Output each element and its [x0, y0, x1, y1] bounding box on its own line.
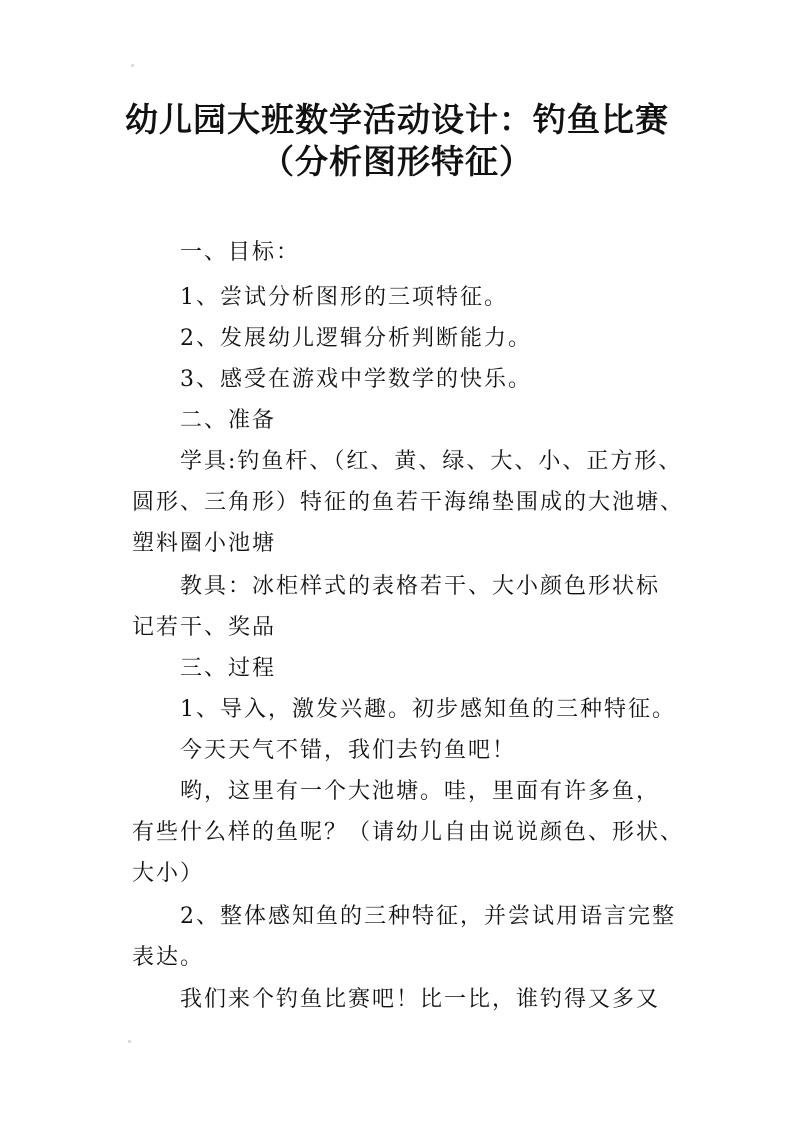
document-title-line1: 幼儿园大班数学活动设计：钓鱼比赛 — [125, 100, 669, 139]
paragraph-line: 有些什么样的鱼呢？（请幼儿自由说说颜色、形状、 — [132, 820, 685, 845]
goal-item-3: 3、感受在游戏中学数学的快乐。 — [180, 367, 532, 392]
goal-item-2: 2、发展幼儿逻辑分析判断能力。 — [180, 326, 532, 351]
paragraph-line: 1、导入，激发兴趣。初步感知鱼的三种特征。 — [180, 697, 676, 722]
paragraph-line: 今天天气不错，我们去钓鱼吧！ — [180, 738, 517, 763]
paragraph-line: 哟，这里有一个大池塘。哇，里面有许多鱼， — [180, 779, 661, 804]
paragraph-line: 我们来个钓鱼比赛吧！比一比，谁钓得又多又 — [180, 987, 661, 1012]
paragraph-line: 圆形、三角形）特征的鱼若干海绵垫围成的大池塘、 — [132, 490, 685, 515]
document-title-line2: （分析图形特征） — [261, 142, 533, 181]
paragraph-line: 大小） — [132, 861, 205, 886]
section-heading-preparation: 二、准备 — [180, 408, 277, 433]
goal-item-1: 1、尝试分析图形的三项特征。 — [180, 285, 508, 310]
paragraph-line: 学具:钓鱼杆、（红、黄、绿、大、小、正方形、 — [180, 449, 683, 474]
scan-speck — [131, 64, 134, 67]
paragraph-line: 表达。 — [132, 945, 205, 970]
paragraph-line: 记若干、奖品 — [132, 615, 277, 640]
scan-speck — [128, 1040, 131, 1043]
paragraph-line: 塑料圈小池塘 — [132, 531, 277, 556]
paragraph-line: 教具：冰柜样式的表格若干、大小颜色形状标 — [180, 574, 661, 599]
section-heading-goals: 一、目标： — [180, 240, 301, 265]
paragraph-line: 2、整体感知鱼的三种特征，并尝试用语言完整 — [180, 904, 676, 929]
section-heading-process: 三、过程 — [180, 656, 277, 681]
